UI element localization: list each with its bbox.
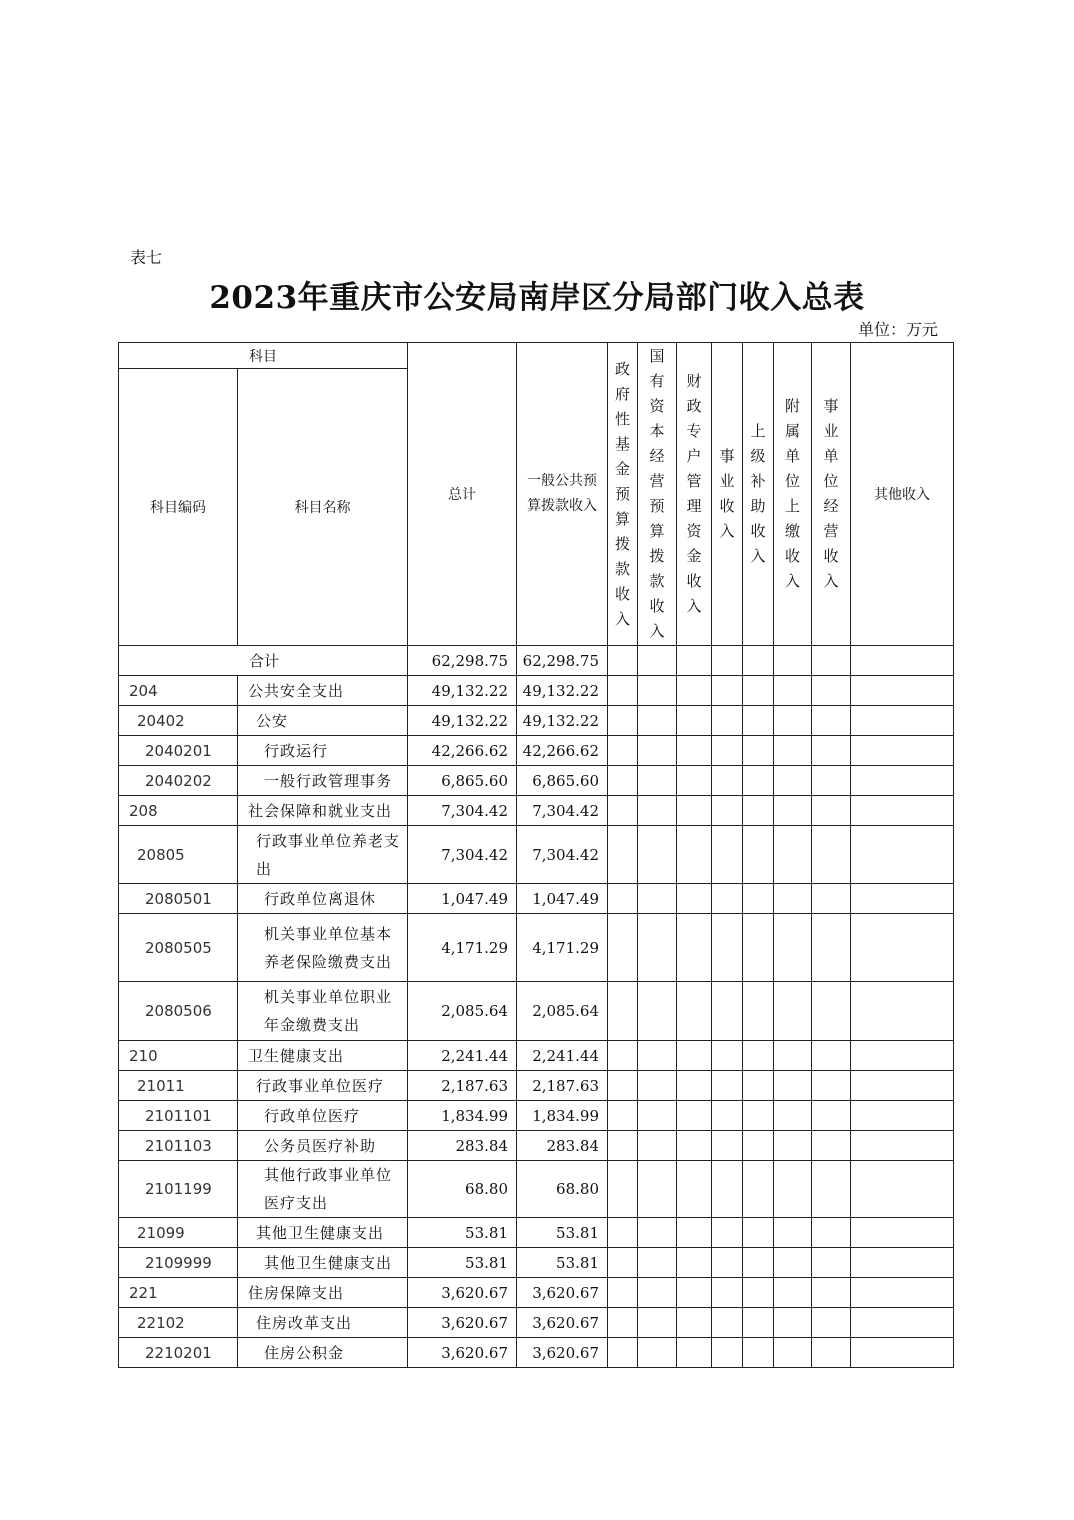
header-gov-fund: 政府性基金预算拨款收入	[608, 343, 638, 646]
row-total: 2,187.63	[408, 1071, 517, 1101]
row-total: 2,241.44	[408, 1041, 517, 1071]
row-code: 21011	[119, 1071, 238, 1101]
income-summary-table	[118, 342, 954, 1368]
table-row	[119, 1101, 954, 1131]
row-general: 53.81	[517, 1248, 608, 1278]
row-general: 49,132.22	[517, 676, 608, 706]
total-label: 合计	[119, 646, 408, 676]
table-row	[119, 1071, 954, 1101]
row-code: 210	[119, 1041, 238, 1071]
header-general-budget: 一般公共预算拨款收入	[517, 343, 608, 646]
row-name: 住房保障支出	[238, 1278, 408, 1308]
row-code: 2080501	[119, 884, 238, 914]
row-name: 其他卫生健康支出	[238, 1218, 408, 1248]
header-other: 其他收入	[851, 343, 954, 646]
row-code: 2101101	[119, 1101, 238, 1131]
header-total: 总计	[408, 343, 517, 646]
row-code: 2040202	[119, 766, 238, 796]
row-name: 卫生健康支出	[238, 1041, 408, 1071]
header-subject: 科目	[119, 343, 408, 369]
row-general: 2,241.44	[517, 1041, 608, 1071]
row-name: 公务员医疗补助	[238, 1131, 408, 1161]
row-name: 住房公积金	[238, 1338, 408, 1368]
row-total: 6,865.60	[408, 766, 517, 796]
row-code: 2080506	[119, 982, 238, 1041]
row-total: 2,085.64	[408, 982, 517, 1041]
table-row	[119, 1131, 954, 1161]
table-row	[119, 676, 954, 706]
row-code: 221	[119, 1278, 238, 1308]
row-total: 7,304.42	[408, 796, 517, 826]
table-row	[119, 1338, 954, 1368]
header-affiliated: 附属单位上缴收入	[774, 343, 812, 646]
row-name: 公安	[238, 706, 408, 736]
row-general: 3,620.67	[517, 1278, 608, 1308]
row-name: 机关事业单位基本养老保险缴费支出	[238, 914, 408, 982]
row-name: 行政运行	[238, 736, 408, 766]
row-name: 住房改革支出	[238, 1308, 408, 1338]
table-row	[119, 1218, 954, 1248]
row-general: 2,187.63	[517, 1071, 608, 1101]
table-row	[119, 914, 954, 982]
table-row	[119, 1161, 954, 1218]
row-general: 283.84	[517, 1131, 608, 1161]
row-name: 行政事业单位养老支出	[238, 826, 408, 884]
row-general: 7,304.42	[517, 826, 608, 884]
row-total: 283.84	[408, 1131, 517, 1161]
header-business: 事业收入	[712, 343, 743, 646]
table-row	[119, 766, 954, 796]
row-total: 7,304.42	[408, 826, 517, 884]
header-operating: 事业单位经营收入	[812, 343, 851, 646]
row-general: 1,047.49	[517, 884, 608, 914]
row-general: 53.81	[517, 1218, 608, 1248]
table-row	[119, 1041, 954, 1071]
row-code: 21099	[119, 1218, 238, 1248]
page-title: 2023年重庆市公安局南岸区分局部门收入总表	[209, 280, 865, 316]
row-code: 208	[119, 796, 238, 826]
row-code: 2101199	[119, 1161, 238, 1218]
row-code: 2109999	[119, 1248, 238, 1278]
row-code: 20805	[119, 826, 238, 884]
row-name: 机关事业单位职业年金缴费支出	[238, 982, 408, 1041]
row-code: 2101103	[119, 1131, 238, 1161]
row-code: 22102	[119, 1308, 238, 1338]
row-code: 204	[119, 676, 238, 706]
row-general: 6,865.60	[517, 766, 608, 796]
total-value: 62,298.75	[408, 646, 517, 676]
row-general: 3,620.67	[517, 1338, 608, 1368]
row-code: 2210201	[119, 1338, 238, 1368]
row-name: 行政单位医疗	[238, 1101, 408, 1131]
table-label: 表七	[130, 248, 163, 267]
total-row	[119, 646, 954, 676]
row-total: 1,047.49	[408, 884, 517, 914]
row-total: 3,620.67	[408, 1338, 517, 1368]
table-row	[119, 1278, 954, 1308]
table-row	[119, 982, 954, 1041]
header-superior-subsidy: 上级补助收入	[743, 343, 774, 646]
table-row	[119, 706, 954, 736]
row-general: 42,266.62	[517, 736, 608, 766]
header-code: 科目编码	[119, 369, 238, 646]
header-special-account: 财政专户管理资金收入	[677, 343, 712, 646]
table-row	[119, 796, 954, 826]
unit-label: 单位：万元	[858, 320, 939, 339]
row-name: 公共安全支出	[238, 676, 408, 706]
total-general-value: 62,298.75	[517, 646, 608, 676]
table-row	[119, 1248, 954, 1278]
row-total: 42,266.62	[408, 736, 517, 766]
row-name: 社会保障和就业支出	[238, 796, 408, 826]
row-general: 2,085.64	[517, 982, 608, 1041]
row-total: 3,620.67	[408, 1278, 517, 1308]
row-code: 20402	[119, 706, 238, 736]
row-name: 一般行政管理事务	[238, 766, 408, 796]
row-general: 3,620.67	[517, 1308, 608, 1338]
row-name: 其他行政事业单位医疗支出	[238, 1161, 408, 1218]
header-state-capital: 国有资本经营预算拨款收入	[638, 343, 677, 646]
row-general: 7,304.42	[517, 796, 608, 826]
table-row	[119, 826, 954, 884]
row-total: 68.80	[408, 1161, 517, 1218]
row-code: 2040201	[119, 736, 238, 766]
table-row	[119, 736, 954, 766]
row-general: 4,171.29	[517, 914, 608, 982]
table-row	[119, 884, 954, 914]
row-name: 其他卫生健康支出	[238, 1248, 408, 1278]
row-general: 68.80	[517, 1161, 608, 1218]
row-total: 3,620.67	[408, 1308, 517, 1338]
row-name: 行政事业单位医疗	[238, 1071, 408, 1101]
row-name: 行政单位离退休	[238, 884, 408, 914]
row-general: 1,834.99	[517, 1101, 608, 1131]
row-general: 49,132.22	[517, 706, 608, 736]
table-row	[119, 1308, 954, 1338]
row-total: 4,171.29	[408, 914, 517, 982]
row-total: 1,834.99	[408, 1101, 517, 1131]
row-total: 49,132.22	[408, 706, 517, 736]
header-name: 科目名称	[238, 369, 408, 646]
row-total: 49,132.22	[408, 676, 517, 706]
row-total: 53.81	[408, 1248, 517, 1278]
row-code: 2080505	[119, 914, 238, 982]
row-total: 53.81	[408, 1218, 517, 1248]
